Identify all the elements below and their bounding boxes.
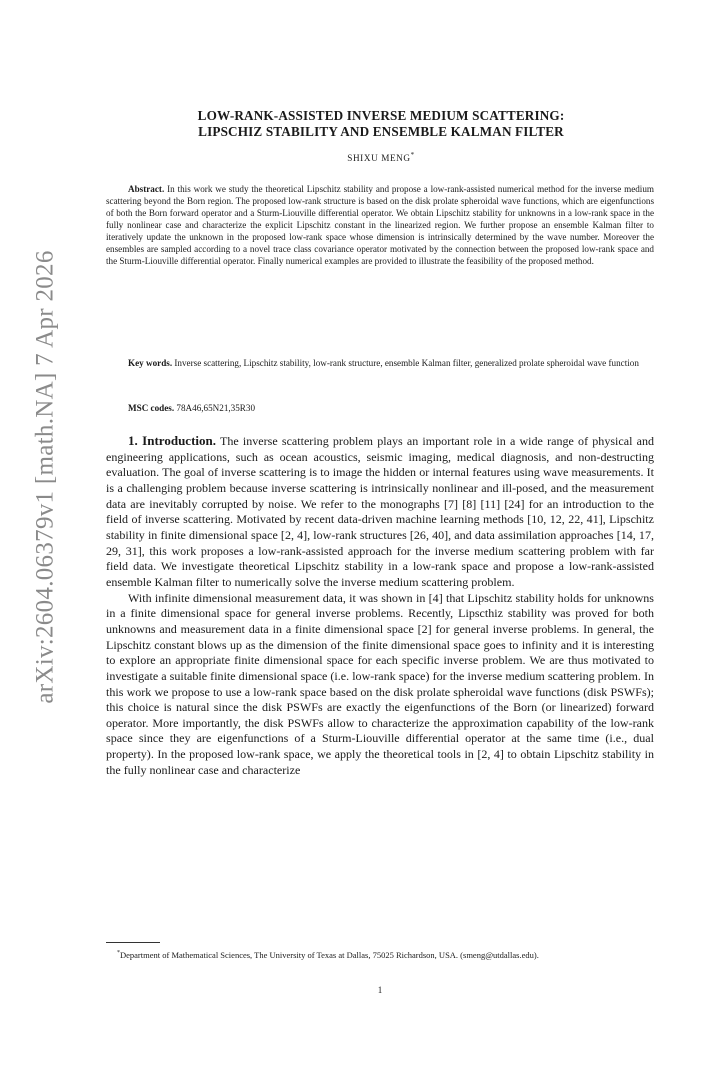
abstract-label: Abstract. xyxy=(128,184,165,194)
title-line-2: LIPSCHIZ STABILITY AND ENSEMBLE KALMAN FILTER xyxy=(198,124,564,139)
footnote-mark: * xyxy=(117,950,120,956)
section-heading: 1. Introduction. xyxy=(128,433,216,448)
keywords xyxy=(106,357,654,369)
intro-paragraph-1 xyxy=(106,433,654,591)
author-footnote-mark: * xyxy=(410,151,415,159)
intro-paragraph-2: With infinite dimensional measurement data, it was shown in [4] that Lipschitz stability holds for unknowns in a finite dimensional space for general inverse problems. Recently, Lipscthiz stability was proved for both unknowns and measurement data in a finite dimensional space [2] for general inverse problems. In general, the Lipschitz constant blows up as the dimension of the finite dimensional space goes to infinity and it is interesting to explore an appropriate finite dimensional space for each specific inverse problem. We are thus motivated to investigate a suitable finite dimensional space (i.e. low-rank space) for the inverse medium scattering problem. In this work we propose to use a low-rank space based on the disk prolate spheroidal wave functions (disk PSWFs); this choice is natural since the disk PSWFs are exactly the eigenfunctions of the Born (or linearized) forward operator. More importantly, the disk PSWFs allow to characterize the approximation capability of the low-rank space since they are eigenfunctions of a Sturm-Liouville differential operator at the same time (i.e., dual property). In the proposed low-rank space, we apply the theoretical tools in [2, 4] to obtain Lipschitz stability in the fully nonlinear case and characterize xyxy=(106,590,654,777)
arxiv-identifier: arXiv:2604.06379v1 [math.NA] 7 Apr 2026 xyxy=(32,250,60,704)
msc-text: 78A46,65N21,35R30 xyxy=(176,403,256,413)
arxiv-side-stamp xyxy=(22,250,70,704)
author-line xyxy=(106,151,656,163)
keywords-text: Inverse scattering, Lipschitz stability, low-rank structure, ensemble Kalman filter, generalized prolate spheroidal wave function xyxy=(174,358,639,368)
abstract xyxy=(106,183,654,267)
paper-title xyxy=(106,108,656,140)
author-name: SHIXU MENG xyxy=(347,153,411,164)
footnote-text: Department of Mathematical Sciences, The University of Texas at Dallas, 75025 Richardson, USA. (smeng@utdallas.edu). xyxy=(120,949,539,960)
section-introduction xyxy=(106,433,654,778)
title-line-1: LOW-RANK-ASSISTED INVERSE MEDIUM SCATTERING: xyxy=(197,108,565,123)
msc-codes xyxy=(106,402,654,414)
msc-label: MSC codes. xyxy=(128,403,175,413)
intro-paragraph-1-text: The inverse scattering problem plays an important role in a wide range of physical and engineering applications, such as ocean acoustics, seismic imaging, medical diagnosis, and non-destructing evaluation. The goal of inverse scattering is to image the hidden or internal features using wave measurements. It is a challenging problem because inverse scattering is intrinsically nonlinear and ill-posed, and the measurement data are inevitably corrupted by noise. We refer to the monographs [7] [8] [11] [24] for an introduction to the field of inverse scattering. Motivated by recent data-driven machine learning methods [10, 12, 22, 41], Lipschitz stability in finite dimensional space [2, 4], low-rank structures [26, 40], and data assimilation approaches [14, 17, 29, 31], this work proposes a low-rank-assisted approach for the inverse medium scattering problem with far field data. We investigate theoretical Lipschitz stability in a low-rank space and propose a low-rank-assisted ensemble Kalman filter to numerically solve the inverse medium scattering problem. xyxy=(106,434,655,589)
abstract-text: In this work we study the theoretical Lipschitz stability and propose a low-rank-assisted numerical method for the inverse medium scattering beyond the Born region. The proposed low-rank structure is based on the disk prolate spheroidal wave functions, which are eigenfunctions of both the Born forward operator and a Sturm-Liouville differential operator. We obtain Lipschitz stability for unknowns in a low-rank space in the fully nonlinear case and characterize the explicit Lipschitz constant in the linearized region. We further propose an ensemble Kalman filter to iteratively update the unknown in the proposed low-rank space whose dimension is intrinsically determined by the wave number. Moreover the ensembles are sampled according to a novel trace class covariance operator motivated by the connection between the proposed low-rank space and the Sturm-Liouville differential operator. Finally numerical examples are provided to illustrate the feasibility of the proposed method. xyxy=(106,184,655,266)
footnote xyxy=(106,948,654,961)
page-number: 1 xyxy=(377,985,383,995)
keywords-label: Key words. xyxy=(128,358,173,368)
footnote-rule xyxy=(106,942,160,943)
